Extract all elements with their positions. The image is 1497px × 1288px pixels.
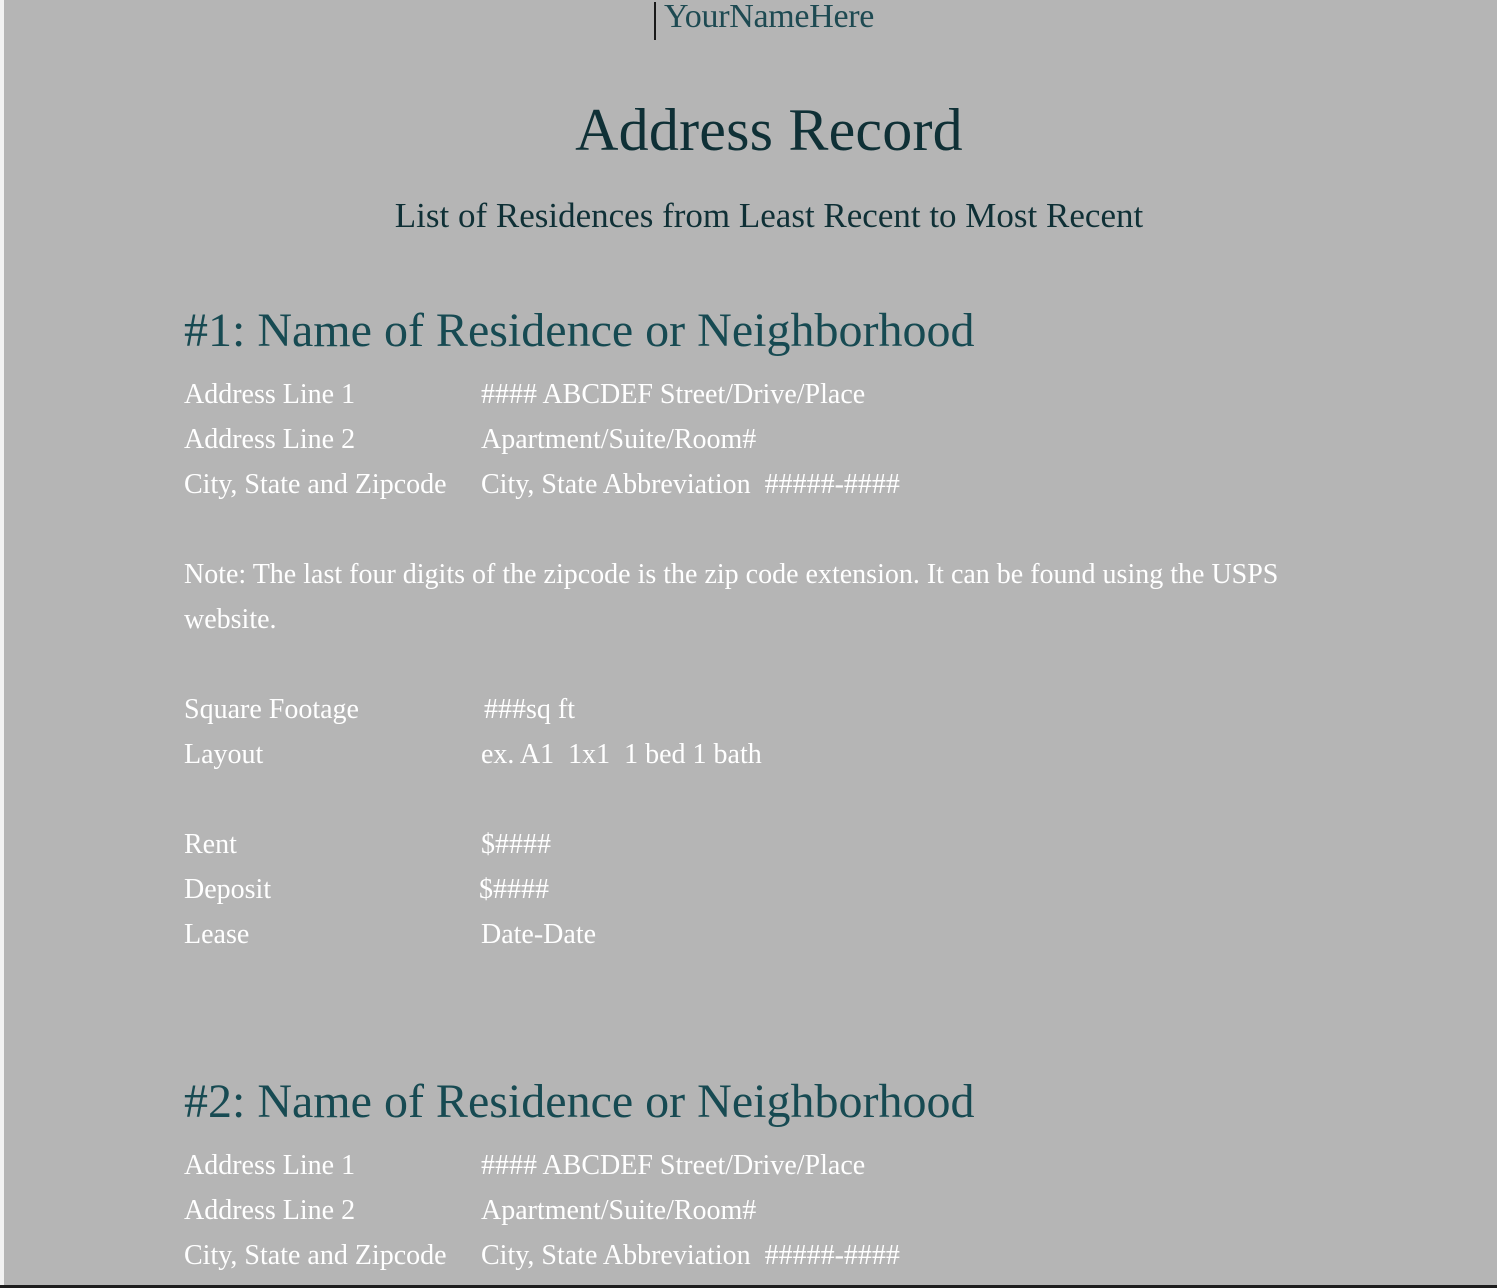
- address-line2-value[interactable]: Apartment/Suite/Room#: [481, 1194, 757, 1226]
- lease-value[interactable]: Date-Date: [481, 918, 597, 950]
- document-subtitle[interactable]: List of Residences from Least Recent to Most Recent: [394, 196, 1144, 235]
- address-line2-value[interactable]: Apartment/Suite/Room#: [481, 423, 757, 455]
- address-line1-value[interactable]: #### ABCDEF Street/Drive/Place: [481, 1149, 866, 1181]
- residence-heading[interactable]: #1: Name of Residence or Neighborhood: [184, 304, 975, 357]
- city-state-zip-label[interactable]: City, State and Zipcode: [184, 468, 447, 500]
- square-footage-label[interactable]: Square Footage: [184, 693, 359, 725]
- city-state-zip-value[interactable]: City, State Abbreviation #####-####: [481, 1239, 900, 1271]
- address-line1-row: [184, 372, 1364, 417]
- rent-label[interactable]: Rent: [184, 828, 237, 860]
- city-state-zip-label[interactable]: City, State and Zipcode: [184, 1239, 447, 1271]
- deposit-value[interactable]: $####: [479, 873, 549, 905]
- rent-value[interactable]: $####: [481, 828, 551, 860]
- lease-label[interactable]: Lease: [184, 918, 250, 950]
- city-state-zip-value[interactable]: City, State Abbreviation #####-####: [481, 468, 900, 500]
- address-line2-label[interactable]: Address Line 2: [184, 1194, 356, 1226]
- blank-line: [184, 507, 1364, 552]
- address-line1-label[interactable]: Address Line 1: [184, 1149, 356, 1181]
- residence-heading[interactable]: #2: Name of Residence or Neighborhood: [184, 1075, 975, 1128]
- text-cursor: [654, 2, 656, 40]
- zipcode-note[interactable]: Note: The last four digits of the zipcode is the zip code extension. It can be found using the USPS website.: [184, 559, 1279, 635]
- address-line1-value[interactable]: #### ABCDEF Street/Drive/Place: [481, 378, 866, 410]
- blank-line: [184, 777, 1364, 822]
- address-line1-label[interactable]: Address Line 1: [184, 378, 356, 410]
- address-line1-row: [184, 1143, 1364, 1188]
- city-state-zip-row: [184, 462, 1364, 507]
- rent-row: [184, 822, 1364, 867]
- square-footage-value[interactable]: ###sq ft: [484, 693, 575, 725]
- header-name[interactable]: YourNameHere: [663, 0, 875, 35]
- deposit-row: [184, 867, 1364, 912]
- residence-section-1: [184, 302, 1364, 957]
- document-title[interactable]: Address Record: [575, 97, 963, 163]
- document-page[interactable]: [4, 0, 1497, 1285]
- residence-section-2: [184, 1073, 1364, 1278]
- lease-row: [184, 912, 1364, 957]
- address-line2-label[interactable]: Address Line 2: [184, 423, 356, 455]
- layout-row: [184, 732, 1364, 777]
- deposit-label[interactable]: Deposit: [184, 873, 272, 905]
- layout-value[interactable]: ex. A1 1x1 1 bed 1 bath: [481, 738, 762, 770]
- square-footage-row: [184, 687, 1364, 732]
- address-line2-row: [184, 417, 1364, 462]
- blank-line: [184, 642, 1364, 687]
- layout-label[interactable]: Layout: [184, 738, 264, 770]
- city-state-zip-row: [184, 1233, 1364, 1278]
- address-line2-row: [184, 1188, 1364, 1233]
